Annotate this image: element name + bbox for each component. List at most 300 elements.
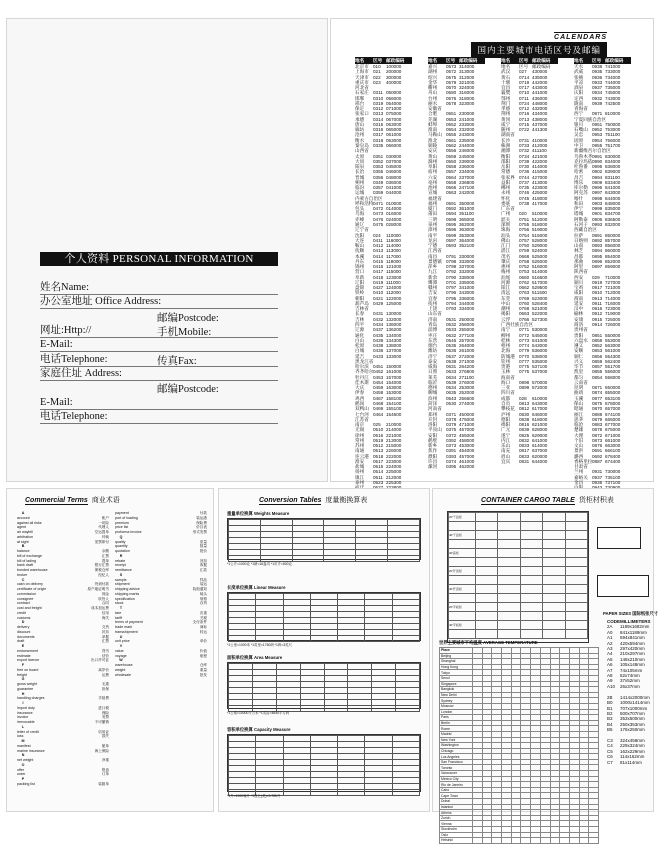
glossary-term-cn: 保税仓库 [94, 568, 109, 572]
area-code-cell: 412000 [532, 142, 548, 148]
area-code-cell: 0663 [519, 311, 530, 317]
container-cell [498, 630, 520, 639]
measure-cell [292, 556, 324, 562]
container-cell [565, 576, 587, 585]
area-code-cell: 436000 [532, 95, 548, 101]
area-code-cell: 0476 [373, 216, 384, 222]
area-code-cell: 130000 [386, 311, 402, 317]
area-code-cell: 洛阳 [428, 422, 438, 428]
area-code-cell: 0895 [592, 253, 603, 259]
area-code-cell: 655000 [605, 390, 621, 396]
container-cell [476, 540, 498, 549]
area-code-cell: 济宁 [428, 353, 438, 359]
area-code-cell: 北海 [501, 348, 511, 354]
glossary-term-en: payment [115, 511, 129, 515]
conversion-tables-title: Conversion Tables 度量衡换算表 [259, 497, 368, 504]
area-code-cell: 048000 [386, 174, 402, 180]
paper-size-code: B2 [607, 710, 613, 716]
area-code-cell: 南昌 [428, 253, 438, 259]
container-cell [565, 558, 587, 567]
area-code-cell: 0878 [592, 427, 603, 433]
area-code-cell: 237000 [459, 174, 475, 180]
container-cell [565, 549, 587, 558]
container-cell [449, 594, 476, 603]
area-code-cell: 清远 [501, 290, 511, 296]
container-cell [498, 549, 520, 558]
area-code-cell: 0812 [519, 406, 530, 412]
temperature-place: New York [440, 737, 473, 743]
glossary-letter: A [21, 511, 25, 515]
glossary-term-cn: 佣金 [101, 591, 109, 596]
container-cell [543, 567, 565, 576]
paper-sizes-list [607, 619, 651, 765]
area-code-cell: 810000 [605, 111, 621, 117]
container-cell [543, 513, 565, 522]
glossary-term-en: export licence [17, 658, 40, 663]
area-code-cell: 0854 [592, 374, 603, 380]
paper-size-mm: 81x114mm [620, 759, 642, 765]
area-code-cell: 松原 [355, 343, 365, 349]
area-code-cell: 宜宾 [501, 458, 511, 464]
container-cell [476, 522, 498, 531]
area-code-cell: 661000 [605, 437, 621, 443]
linear-measure-note: *1公里=1000米 *1英里=1760码 *1码=3英尺 [227, 643, 292, 647]
area-code-cell: 陇南 [574, 100, 584, 106]
area-code-cell: 德州 [428, 385, 438, 391]
glossary-term-cn: 银行汇票 [94, 563, 109, 568]
container-cell [543, 576, 565, 585]
area-code-cell: 0592 [446, 206, 457, 212]
area-code-cell: 0575 [446, 74, 457, 80]
glossary-term-en: bill of lading [17, 558, 36, 563]
area-code-cell: 青海省 [574, 106, 588, 112]
area-code-cell: 连云港 [355, 453, 369, 459]
container-cell [476, 576, 498, 585]
temperature-place: New Delhi [440, 692, 473, 698]
container-cell [543, 549, 565, 558]
area-code-cell: 0395 [446, 464, 457, 470]
area-code-cell: 154100 [386, 401, 402, 406]
area-code-cell: 0566 [446, 185, 457, 191]
container-row [449, 594, 588, 603]
temperature-place: Washington [440, 743, 473, 749]
glossary-term-cn: 提单 [101, 558, 109, 563]
temperature-cell [540, 838, 550, 844]
area-code-cell: 广西壮族自治区 [501, 322, 534, 328]
area-code-cell: 0372 [446, 432, 457, 438]
area-code-cell: 邵阳 [501, 158, 511, 164]
container-cell [520, 621, 542, 630]
area-code-cell: 226000 [386, 448, 402, 454]
area-code-cell: 0431 [373, 311, 384, 317]
area-code-cell: 阿里 [574, 264, 584, 270]
area-code-cell: 350000 [459, 200, 475, 206]
area-code-cell: 0914 [592, 322, 603, 328]
area-code-cell: 665000 [605, 416, 621, 422]
area-code-cell: 674100 [605, 411, 621, 417]
area-code-cell: 467000 [459, 427, 475, 433]
area-code-cell: 300000 [386, 74, 402, 80]
area-code-cell: 0557 [446, 169, 457, 175]
area-code-cell: 个旧 [574, 437, 584, 443]
area-code-cell: 北京市 [355, 64, 369, 69]
area-code-cell: 泸州 [501, 411, 511, 417]
area-code-cell: 657000 [605, 406, 621, 412]
area-code-cell: 438000 [532, 116, 548, 122]
area-code-cell: 742500 [605, 100, 621, 106]
container-cell [543, 558, 565, 567]
container-row [449, 567, 588, 576]
area-code-cell: 0713 [519, 116, 530, 122]
glossary-term-cn: 担保 [101, 686, 109, 691]
area-code-cell: 眉山 [501, 453, 511, 459]
area-code-cell: 719000 [605, 311, 621, 317]
glossary-term-en: import duty [17, 705, 35, 710]
area-code-cell: 河北省 [355, 85, 369, 91]
area-code-cell: 0464 [373, 411, 384, 417]
area-code-cell: 邯郸 [355, 95, 365, 101]
area-code-cell: 0875 [592, 401, 603, 406]
area-code-cell: 0746 [519, 190, 530, 196]
glossary-term-en: at sight [17, 539, 29, 544]
area-code-header-cell: 地名 [428, 58, 438, 63]
area-code-cell: 四平 [355, 322, 365, 328]
paper-size-mm: 105x148mm [620, 662, 645, 668]
container-cell [565, 621, 587, 630]
area-code-cell: 东莞 [501, 295, 511, 301]
glossary-term-cn: 规格 [199, 596, 207, 601]
paper-size-code: B5 [607, 727, 613, 733]
area-code-cell: 321000 [459, 79, 475, 85]
area-code-cell: 553000 [605, 337, 621, 343]
glossary-term-cn: 存货 [199, 601, 207, 606]
area-code-cell: 0935 [592, 69, 603, 75]
area-code-cell: 756000 [605, 137, 621, 143]
temperature-place: Cairo [440, 787, 473, 793]
area-code-cell: 三亚 [501, 385, 511, 391]
area-code-cell: 163000 [386, 385, 402, 391]
temperature-place: Hong Kong [440, 664, 473, 670]
area-code-cell: 重庆市 [355, 79, 369, 85]
container-cell [449, 522, 476, 531]
area-code-cell: 677000 [605, 422, 621, 428]
paper-size-mm: 1189x1682mm [620, 624, 650, 630]
area-code-cell: 053000 [386, 137, 402, 143]
area-code-cell: 海口 [501, 379, 511, 385]
area-code-cell: 通辽 [355, 221, 365, 227]
measure-row [229, 636, 420, 642]
area-code-cell: 0902 [592, 169, 603, 175]
area-code-cell: 025 [373, 422, 381, 428]
glossary-term-cn: 折扣 [101, 629, 109, 634]
area-code-cell: 济南 [428, 316, 438, 322]
area-code-cell: 214000 [386, 427, 402, 433]
area-code-cell: 0631 [446, 364, 457, 370]
area-code-cell: 遂宁 [501, 432, 511, 438]
area-code-cell: 0991 [592, 153, 603, 159]
area-code-cell: 753000 [605, 127, 621, 133]
glossary-term-en: cost and freight [17, 606, 42, 610]
area-code-cell: 852000 [605, 258, 621, 264]
paper-size-code: C3 [607, 737, 613, 743]
area-code-cell: 兰州 [574, 469, 584, 475]
glossary-term-cn: 合同 [101, 601, 109, 606]
area-code-cell: 太原 [355, 153, 365, 159]
area-code-cell: 860000 [605, 248, 621, 254]
glossary-letter: C [21, 577, 25, 582]
area-code-cell: 0599 [446, 232, 457, 238]
truck-40ft-icon [597, 575, 649, 597]
area-code-cell: 432000 [532, 106, 548, 112]
area-code-cell: 咸阳 [574, 290, 584, 296]
area-code-cell: 0469 [373, 406, 384, 412]
glossary-term-cn: 背书 [101, 648, 109, 653]
area-code-cell: 承德 [355, 116, 365, 122]
area-measure-table [227, 662, 421, 709]
glossary-term-en: voyage [115, 653, 127, 658]
area-code-cell: 拉萨 [574, 232, 584, 238]
paper-size-row [607, 760, 651, 765]
glossary-term-en: rebate [115, 558, 126, 563]
glossary-letter: Q [119, 534, 123, 539]
area-code-cell: 0874 [592, 390, 603, 396]
measure-cell [300, 706, 324, 712]
area-code-cell: 齐齐哈尔 [355, 369, 374, 375]
area-code-cell: 上海市 [355, 69, 369, 75]
area-code-cell: 新乡 [428, 443, 438, 449]
area-code-cell: 0523 [373, 479, 384, 485]
temperature-place: Sydney [440, 698, 473, 704]
container-row [449, 576, 588, 585]
area-code-cell: 0793 [446, 306, 457, 312]
area-code-cell: 0467 [373, 395, 384, 401]
glossary-row [17, 782, 109, 787]
temperature-place: Berlin [440, 720, 473, 726]
area-code-cell: 抚州 [428, 300, 438, 306]
area-code-header-cell: 区号 [373, 58, 383, 63]
container-type: 20'干货柜 [449, 513, 476, 522]
glossary-term-cn: 进口税 [98, 705, 109, 710]
area-code-cell: 0794 [446, 300, 457, 306]
container-type: 40'平板柜 [449, 621, 476, 630]
temperature-place: Seoul [440, 675, 473, 681]
area-code-cell: 宝鸡 [574, 285, 584, 291]
area-code-cell: 678000 [605, 401, 621, 406]
glossary-term-cn: 成本加运费 [91, 606, 109, 610]
area-code-cell: 621000 [532, 422, 548, 428]
area-code-cell: 0579 [446, 79, 457, 85]
area-code-cell: 0417 [373, 269, 384, 275]
linear-measure-title: 长度单位换算 Linear Measure [227, 585, 286, 590]
area-code-cell: 江苏省 [355, 416, 369, 422]
area-code-cell: 735000 [605, 85, 621, 91]
area-code-cell: 0739 [519, 158, 530, 164]
area-code-cell: 276000 [459, 379, 475, 385]
area-code-cell: 0717 [519, 85, 530, 91]
area-code-cell: 0316 [373, 127, 384, 133]
area-code-cell: 725000 [605, 316, 621, 322]
area-code-cell: 0990 [592, 158, 603, 164]
container-cell [498, 522, 520, 531]
area-code-cell: 0870 [592, 406, 603, 412]
glossary-term-en: tare [115, 610, 122, 615]
area-code-cell: 138000 [386, 343, 402, 349]
area-code-cell: 200000 [386, 69, 402, 75]
area-code-cell: 0915 [592, 316, 603, 322]
area-code-cell: 保山 [574, 401, 584, 406]
area-code-cell: 024000 [386, 216, 402, 222]
area-code-cell: 061000 [386, 132, 402, 138]
area-code-cell: 312000 [459, 74, 475, 80]
area-code-cell: 0468 [373, 401, 384, 406]
glossary-letter: V [119, 644, 123, 648]
area-code-cell: 0971 [592, 111, 603, 117]
area-code-cell: 徐州 [355, 432, 365, 438]
area-code-cell: 河源 [501, 279, 511, 285]
area-code-cell: 336000 [459, 295, 475, 301]
area-code-cell: 0715 [519, 121, 530, 127]
glossary-term-en: marine insurance [17, 748, 45, 753]
truck-20ft-icon [597, 527, 641, 549]
area-code-cell: 莆田 [428, 211, 438, 217]
glossary-term-cn: 样品 [199, 577, 207, 582]
area-code-header-cell: 邮政编码 [459, 58, 478, 63]
area-code-cell: 西宁 [574, 111, 584, 117]
area-code-cell: 417000 [532, 200, 548, 206]
area-code-cell: 0879 [592, 416, 603, 422]
area-code-cell: 0825 [519, 432, 530, 438]
area-code-cell: 张家界 [501, 174, 515, 180]
area-code-cell: 362000 [459, 221, 475, 227]
area-code-cell: 昌都 [574, 253, 584, 259]
area-code-cell: 0903 [592, 200, 603, 206]
area-code-cell: 0352 [373, 158, 384, 164]
measure-cell [310, 790, 337, 796]
temperature-place: Place [440, 648, 473, 654]
measure-cell [392, 636, 419, 642]
area-code-cell: 751100 [605, 132, 620, 138]
area-code-cell: 0378 [446, 416, 457, 422]
area-code-cell: 239000 [459, 158, 475, 164]
glossary-term-en: broker [17, 572, 28, 577]
glossary-term-cn: 形式发票 [192, 530, 207, 534]
area-code-cell: 酒泉 [574, 85, 584, 91]
area-code-cell: 0737 [519, 179, 530, 185]
area-code-cell: 茂名 [501, 253, 511, 259]
area-code-cell: 随州 [501, 127, 511, 133]
area-code-cell: 株洲 [501, 142, 511, 148]
glossary-term-en: estimate [17, 653, 31, 658]
area-code-header [574, 57, 631, 64]
area-code-cell: 333000 [459, 258, 475, 264]
area-codes-title: 国内主要城市电话区号及邮编 [471, 42, 607, 58]
average-temperature-table [439, 647, 599, 844]
area-code-cell: 0935 [592, 479, 603, 485]
area-code-cell: 563000 [605, 343, 621, 349]
area-code-cell: 442000 [532, 79, 548, 85]
area-code-cell: 湘潭 [501, 148, 511, 154]
area-code-cell: 243000 [459, 132, 475, 138]
area-code-cell: 嘉峪关 [574, 474, 588, 480]
area-code-cell: 028 [519, 395, 527, 401]
area-code-cell: 宿州 [428, 169, 438, 175]
area-code-cell: 0952 [592, 127, 603, 133]
temperature-place: Cape Town [440, 793, 473, 799]
area-code-cell: 675000 [605, 427, 621, 433]
area-code-cell: 商洛 [574, 322, 584, 328]
area-code-cell: 湛江 [501, 248, 511, 254]
area-code-cell: 0558 [446, 179, 457, 185]
area-code-cell: 629000 [532, 432, 548, 438]
area-code-cell: 0751 [519, 216, 530, 222]
area-code-cell: 肇庆 [501, 258, 511, 264]
area-code-cell: 121000 [386, 264, 402, 270]
area-code-cell: 潍坊 [428, 348, 438, 354]
glossary-row [115, 673, 207, 678]
area-code-cell: 郑州 [428, 411, 438, 417]
container-grid [448, 512, 588, 639]
area-code-cell: 0591 [446, 200, 457, 206]
area-code-cell: 134000 [386, 332, 402, 338]
area-code-header-cell: 邮政编码 [605, 58, 624, 63]
area-code-cell: 阜新 [355, 274, 365, 280]
area-code-cell: 363000 [459, 227, 475, 233]
area-code-cell: 0758 [519, 258, 530, 264]
area-code-cell: 凯里 [574, 369, 584, 375]
area-code-cell: 自贡 [501, 401, 511, 406]
area-code-cell: 0317 [373, 132, 384, 138]
area-code-cell: 六盘水 [574, 337, 588, 343]
container-type: 20'平板柜 [449, 603, 476, 612]
glossary-term-cn: 仲裁 [101, 534, 109, 539]
area-code-cell: 内蒙古自治区 [355, 195, 383, 201]
glossary-letter: U [119, 634, 123, 639]
glossary-term-en: free on board [17, 667, 39, 672]
area-code-cell: 四川省 [501, 390, 515, 396]
area-code-cell: 750000 [605, 121, 621, 127]
area-code-cell: 067000 [386, 116, 402, 122]
glossary-term-cn: 装船通知 [192, 587, 207, 591]
area-code-cell: 0759 [519, 248, 530, 254]
area-code-cell: 0901 [592, 211, 603, 217]
container-cell [476, 513, 498, 522]
glossary-term-en: freight [17, 672, 27, 677]
area-code-cell: 曲靖 [574, 390, 584, 396]
area-code-cell: 0897 [592, 264, 603, 270]
area-code-cell: 0816 [519, 422, 530, 428]
area-code-cell: 0999 [592, 206, 603, 212]
area-code-cell: 邢台 [355, 100, 365, 106]
area-code-cell: 0310 [373, 95, 384, 101]
area-code-cell: 266000 [459, 322, 475, 328]
area-code-cell: 0570 [446, 85, 457, 91]
area-code-cell: 036000 [386, 179, 402, 185]
area-code-cell: 643000 [532, 401, 548, 406]
area-code-cell: 365000 [459, 216, 475, 222]
glossary-term-en: unit price [115, 639, 130, 644]
area-code-cell: 461000 [459, 458, 475, 464]
glossary-term-en: terms of payment [115, 620, 143, 625]
area-code-cell: 安阳 [428, 432, 438, 438]
container-cell [520, 540, 542, 549]
area-code-cell: 安康 [574, 316, 584, 322]
area-code-cell: 274000 [459, 401, 475, 406]
area-code-cell: 841000 [605, 185, 621, 191]
area-code-cell: 114000 [386, 243, 401, 249]
area-code-cell: 0432 [373, 316, 384, 322]
area-code-cell: 154000 [386, 379, 402, 385]
area-code-cell: 安顺 [574, 348, 584, 354]
